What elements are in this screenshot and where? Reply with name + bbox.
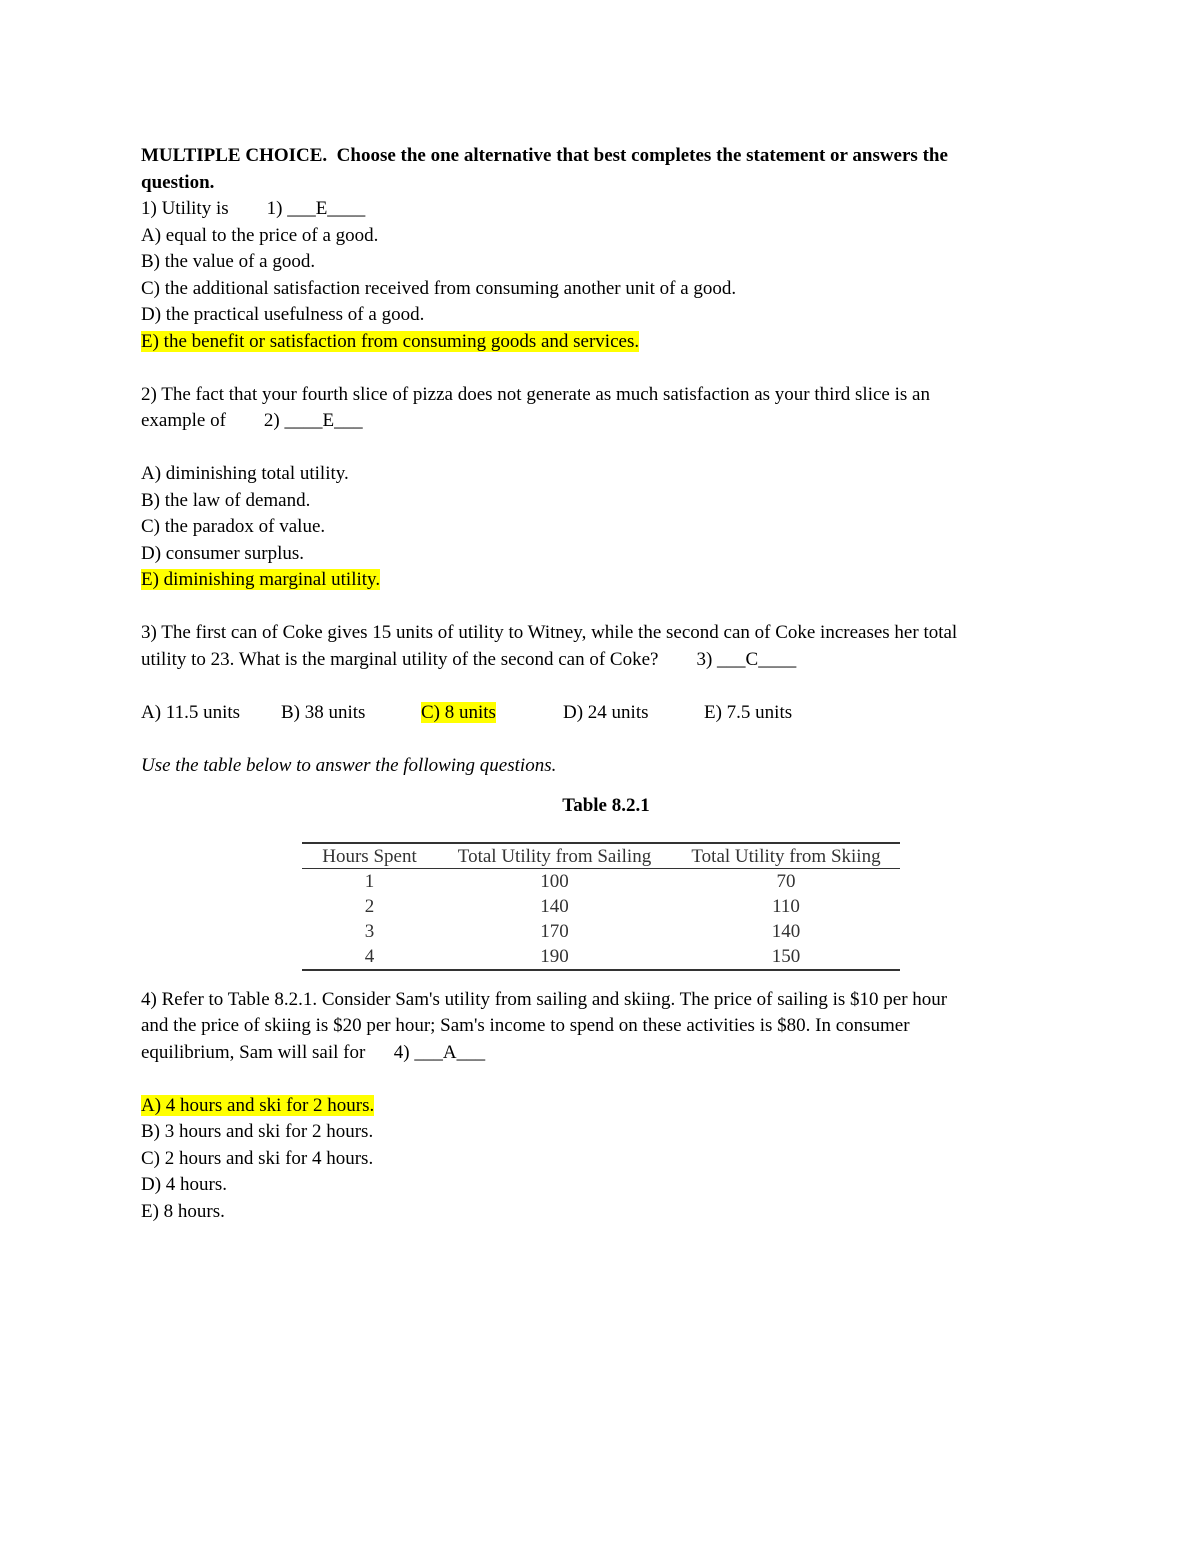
q3-option-a: A) 11.5 units	[141, 701, 241, 723]
section-title: MULTIPLE CHOICE. Choose the one alternative that best completes the statement or answers the	[141, 145, 948, 166]
table-caption: Table 8.2.1	[562, 795, 650, 816]
cell-sailing: 170	[540, 920, 569, 942]
header-utility-skiing: Total Utility from Skiing	[672, 843, 900, 869]
cell-hours: 3	[364, 920, 375, 942]
q4-option-a-highlighted: A) 4 hours and ski for 2 hours.	[141, 1094, 375, 1116]
q1-option-b: B) the value of a good.	[141, 251, 316, 272]
q2-option-a: A) diminishing total utility.	[141, 463, 349, 484]
cell-sailing: 190	[437, 944, 672, 970]
q4-option-b: B) 3 hours and ski for 2 hours.	[141, 1121, 374, 1142]
cell-hours: 4	[302, 944, 437, 970]
header-hours-spent: Hours Spent	[302, 843, 437, 869]
q1-option-e-highlighted: E) the benefit or satisfaction from consuming goods and services.	[141, 330, 640, 352]
q1-option-a: A) equal to the price of a good.	[141, 224, 379, 246]
utility-table	[302, 842, 900, 971]
section-title-cont: question.	[141, 171, 215, 193]
question-2-stem-line2: example of 2) ____E___	[141, 410, 363, 431]
question-3-stem-line1: 3) The first can of Coke gives 15 units of utility to Witney, while the second can of Coke increases her total	[141, 622, 958, 643]
document-page	[141, 143, 1071, 1225]
header-utility-sailing: Total Utility from Sailing	[437, 843, 672, 869]
cell-skiing: 150	[672, 944, 900, 970]
q3-option-b: B) 38 units	[281, 701, 366, 723]
question-3-stem-line2: utility to 23. What is the marginal utility of the second can of Coke? 3) ___C____	[141, 648, 797, 670]
cell-hours: 2	[364, 895, 375, 917]
q3-option-c-highlighted: C) 8 units	[421, 701, 496, 723]
q1-option-c: C) the additional satisfaction received from consuming another unit of a good.	[141, 277, 737, 299]
q4-option-e: E) 8 hours.	[141, 1200, 225, 1222]
cell-skiing: 110	[772, 895, 800, 917]
question-1-stem: 1) Utility is 1) ___E____	[141, 198, 366, 219]
q3-options-row	[141, 700, 1071, 727]
cell-skiing: 70	[776, 870, 796, 892]
cell-hours: 1	[364, 870, 375, 892]
q3-option-d: D) 24 units	[563, 701, 649, 723]
q2-option-e-highlighted: E) diminishing marginal utility.	[141, 569, 381, 590]
cell-skiing: 140	[771, 920, 801, 942]
q3-option-e: E) 7.5 units	[704, 701, 793, 723]
table-instruction: Use the table below to answer the following questions.	[141, 754, 557, 776]
cell-sailing: 140	[540, 895, 569, 917]
question-4-stem-line1: 4) Refer to Table 8.2.1. Consider Sam's utility from sailing and skiing. The price of sailing is $10 per hour	[141, 988, 948, 1010]
question-2-stem-line1: 2) The fact that your fourth slice of pizza does not generate as much satisfaction as your third slice is an	[141, 383, 930, 405]
cell-sailing: 100	[540, 870, 569, 892]
question-4-stem-line2: and the price of skiing is $20 per hour; Sam's income to spend on these activities is $80. In consumer	[141, 1015, 910, 1036]
table-row	[302, 919, 900, 944]
q1-option-d: D) the practical usefulness of a good.	[141, 304, 425, 325]
table-row	[302, 894, 900, 919]
q2-option-d: D) consumer surplus.	[141, 542, 305, 564]
table-row	[302, 868, 900, 894]
question-4-stem-line3: equilibrium, Sam will sail for 4) ___A___	[141, 1041, 486, 1063]
q4-option-d: D) 4 hours.	[141, 1174, 228, 1195]
q4-option-c: C) 2 hours and ski for 4 hours.	[141, 1147, 374, 1169]
table-row	[302, 944, 900, 970]
q2-option-b: B) the law of demand.	[141, 489, 311, 511]
q2-option-c: C) the paradox of value.	[141, 516, 326, 537]
table-header-row	[302, 843, 900, 869]
